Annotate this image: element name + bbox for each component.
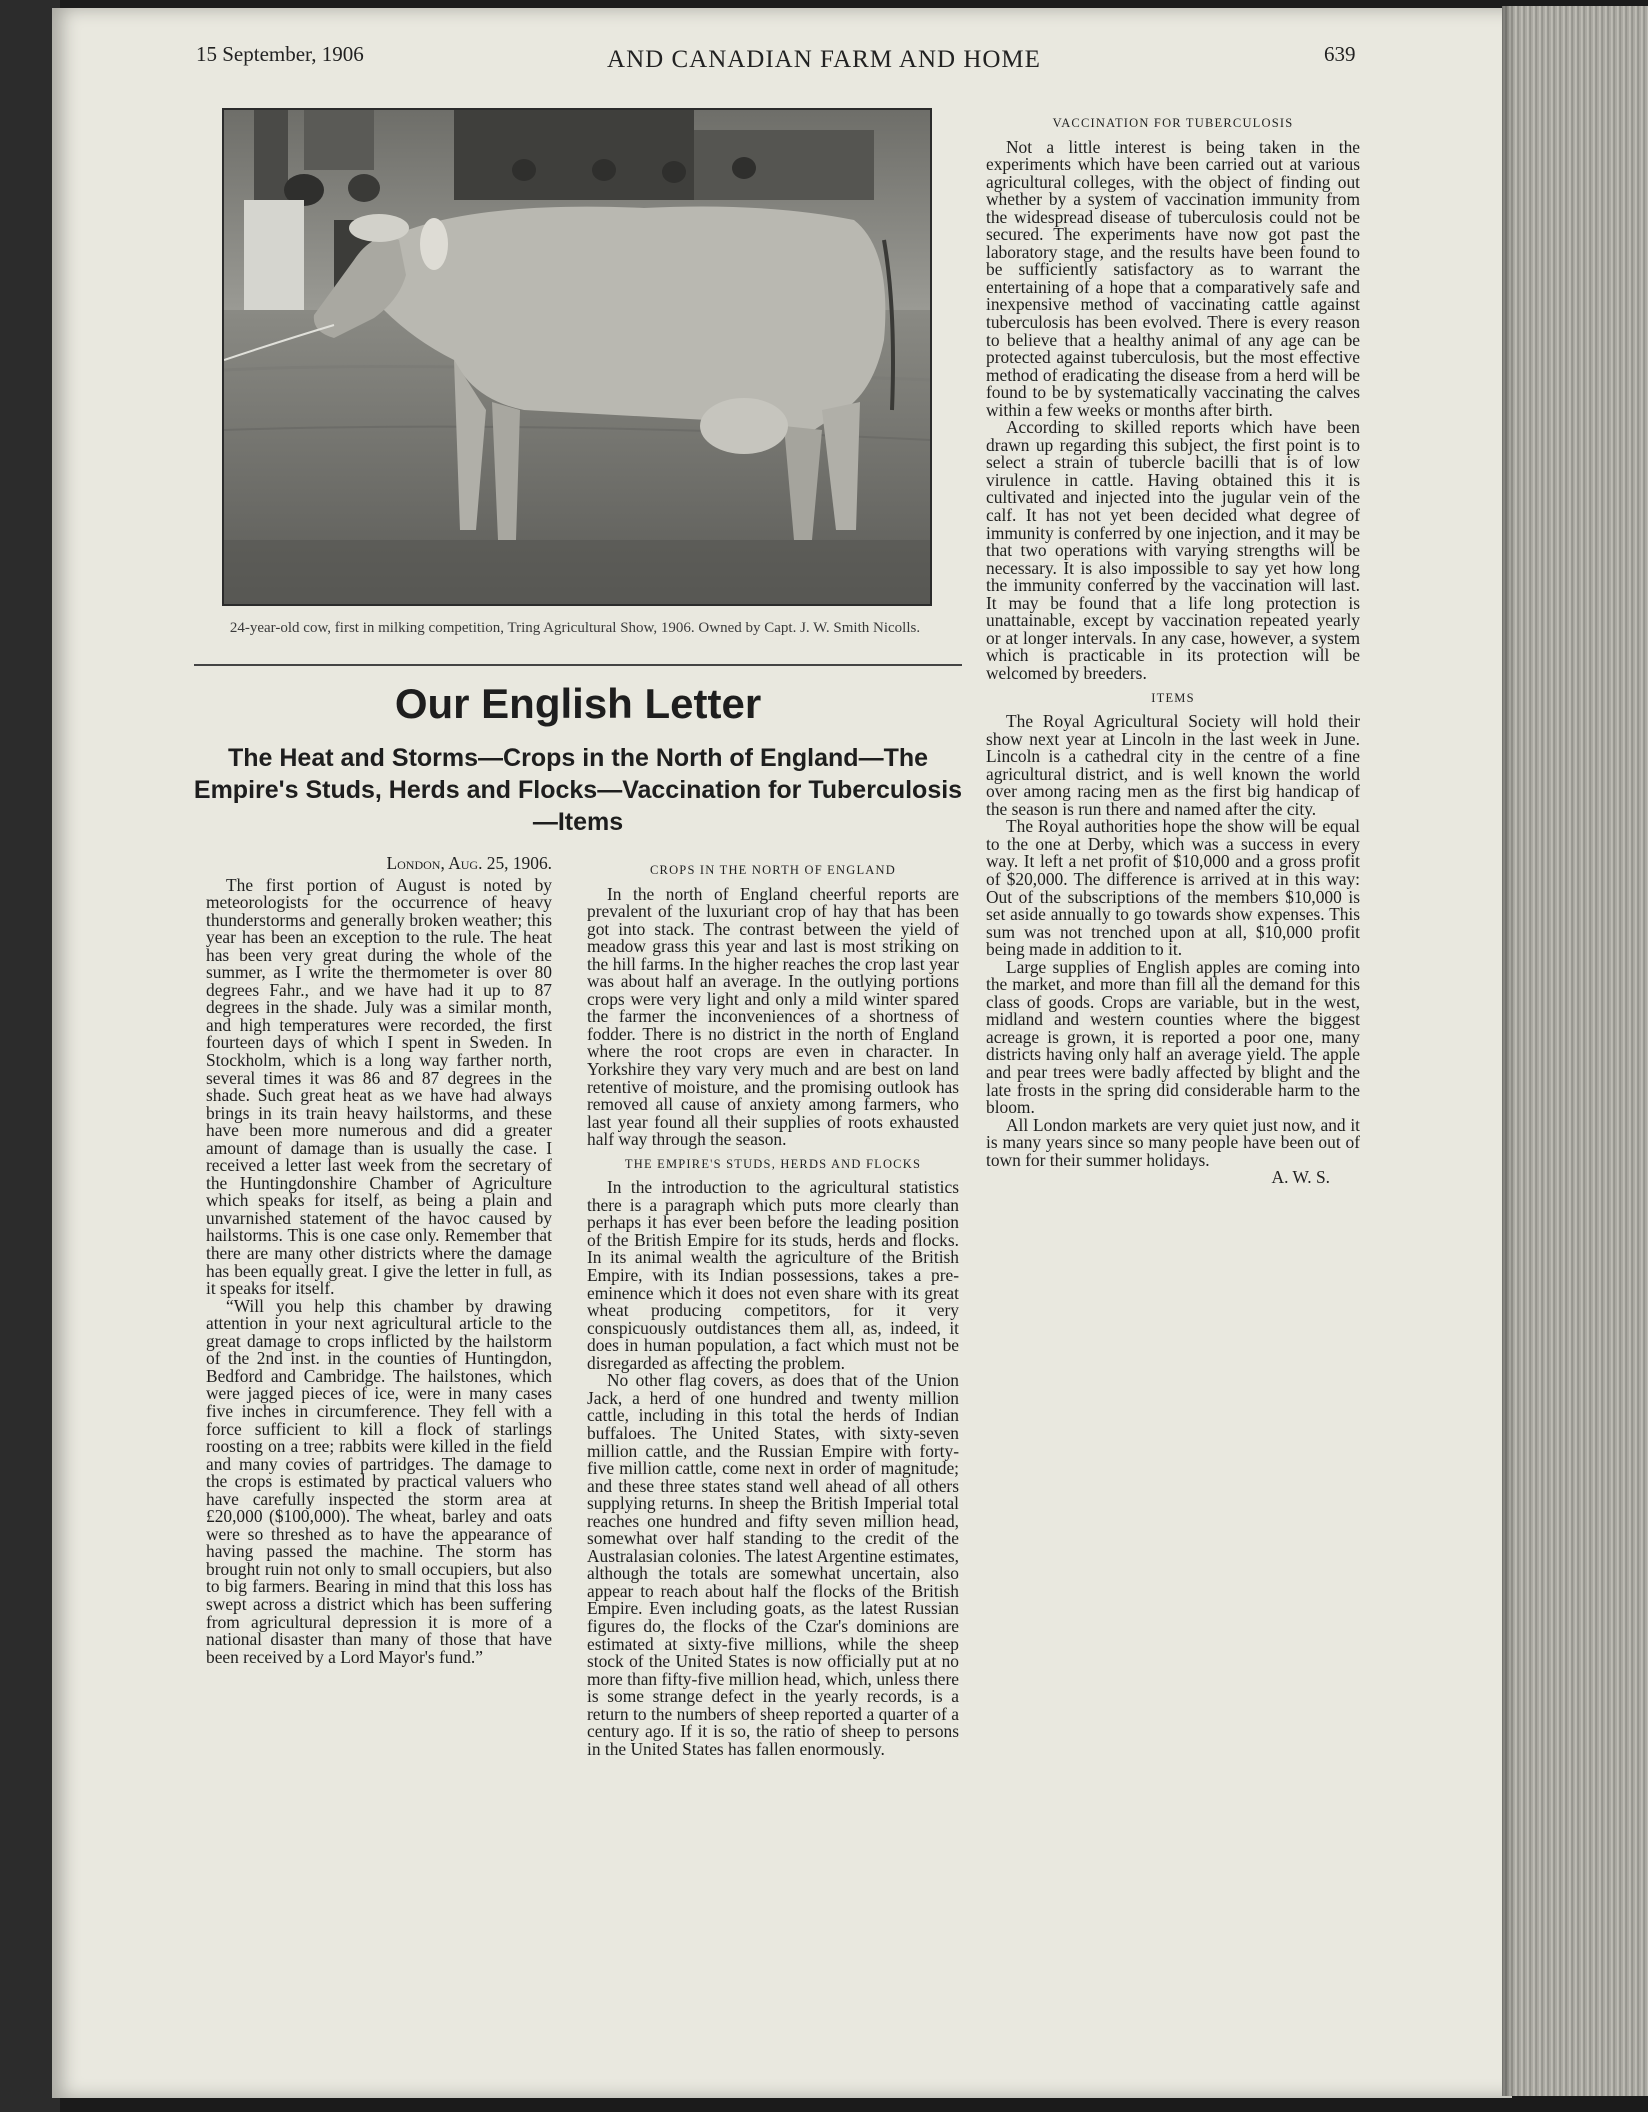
body-paragraph: The Royal Agricultural Society will hold their show next year at Lincoln in the last week in June. Lincoln is a cathedral city in the centre of a fine agricultural district, and is well known the world over among racing men as the first big handicap of the season is run there and named after the city. (986, 711, 1360, 819)
headline-rule (194, 664, 962, 666)
article-deck: The Heat and Storms—Crops in the North of England—The Empire's Studs, Herds and Flocks—Vaccination for Tuberculosis—Items (193, 744, 963, 836)
publication-title: AND CANADIAN FARM AND HOME (607, 46, 1041, 73)
article-dateline: London, Aug. 25, 1906. (386, 855, 552, 873)
text-column-2 (587, 855, 959, 2020)
section-heading-items: ITEMS (1151, 690, 1195, 705)
page-number: 639 (1324, 42, 1356, 66)
author-signature: A. W. S. (1271, 1167, 1330, 1188)
section-heading-empire: THE EMPIRE'S STUDS, HERDS AND FLOCKS (624, 1156, 922, 1171)
body-paragraph: According to skilled reports which have been drawn up regarding this subject, the first point is to select a strain of tubercle bacilli that is of low virulence in cattle. Having obtained this it is cultivated and injected into the jugular vein of the calf. It has not yet been decided what degree of immunity is conferred by one injection, and it may be that two operations with varying strengths will be necessary. It is also impossible to say yet how long the immunity conferred by the vaccination will last. It may be found that a life long protection is unattainable, except by vaccination repeated yearly or at longer intervals. In any case, however, a system which is practicable in its protection will be welcomed by breeders. (986, 417, 1360, 683)
body-paragraph: In the north of England cheerful reports are prevalent of the luxuriant crop of hay that has been got into stack. The contrast between the yield of meadow grass this year and last is most striking on the hill farms. In the higher reaches the crop last year was about half an average. In the outlying portions crops were very light and only a mild winter spared the farmer the inconveniences of a shortness of fodder. There is no district in the north of England where the root crops are even in character. In Yorkshire they vary very much and are best on land retentive of moisture, and the promising outlook has removed all cause of anxiety among farmers, who last year found all their supplies of roots exhausted half way through the season. (587, 883, 959, 1150)
section-heading-vaccination: VACCINATION FOR TUBERCULOSIS (1052, 116, 1294, 130)
page-edge-shadow (1502, 6, 1514, 2096)
photo-caption: 24-year-old cow, first in milking competition, Tring Agricultural Show, 1906. Owned by Capt. J. W. Smith Nicolls. (229, 620, 921, 636)
body-paragraph: “Will you help this chamber by drawing attention in your next agricultural article to the great damage to crops inflicted by the hailstorm of the 2nd inst. in the counties of Huntingdon, Bedford and Cambridge. The hailstones, which were jagged pieces of ice, were in many cases five inches in circumference. They fell with a force sufficient to kill a flock of starlings roosting on a tree; rabbits were killed in the field and many covies of partridges. The damage to the crops is estimated by practical valuers who have carefully inspected the storm area at £20,000 ($100,000). The wheat, barley and oats were so threshed as to have the appearance of having passed the machine. The storm has brought ruin not only to small occupiers, but also to big farmers. Bearing in mind that this loss has swept across a district which has been suffering from agricultural depression it is more of a national disaster than many of those that have been received by a Lord Mayor's fund.” (206, 1295, 552, 1667)
page-edges (1502, 6, 1648, 2096)
body-paragraph: Not a little interest is being taken in the experiments which have been carried out at various agricultural colleges, with the object of finding out whether by a system of vaccination immunity from the widespread disease of tuberculosis could not be secured. The experiments have now got past the laboratory stage, and the results have been found to be sufficiently satisfactory as to warrant the entertaining of a hope that a comparatively safe and inexpensive method of vaccinating cattle against tuberculosis has been evolved. There is every reason to believe that a healthy animal of any age can be protected against tuberculosis, but the most effective method of eradicating the disease from a herd will be found to be by systematically vaccinating the calves within a few weeks or months after birth. (986, 136, 1360, 420)
issue-date: 15 September, 1906 (196, 42, 364, 66)
body-paragraph: No other flag covers, as does that of the Union Jack, a herd of one hundred and twenty million cattle, including in this total the herds of Indian buffaloes. The United States, with sixty-seven million cattle, and the Russian Empire with forty-five million cattle, come next in order of magnitude; and these three states stand well ahead of all others supplying returns. In sheep the British Imperial total reaches one hundred and fifty seven million head, somewhat over half standing to the credit of the Australasian colonies. The latest Argentine estimates, although the totals are somewhat uncertain, also appear to reach about half the flocks of the British Empire. Even including goats, as the latest Russian figures do, the flocks of the Czar's dominions are estimated at sixty-five millions, while the sheep stock of the United States is now officially put at no more than fifty-five million head, which, unless there is some strange defect in the yearly records, is a return to the numbers of sheep reported a quarter of a century ago. If it is so, the ratio of sheep to persons in the United States has fallen enormously. (587, 1370, 959, 1759)
book-spine (0, 0, 60, 2112)
body-paragraph: All London markets are very quiet just now, and it is many years since so many people have been out of town for their summer holidays. (986, 1114, 1360, 1170)
cow-photograph (222, 108, 932, 606)
body-paragraph: Large supplies of English apples are coming into the market, and more than fill all the demand for this class of goods. Crops are variable, but in the west, midland and western counties where the biggest acreage is grown, it is reported a poor one, many districts having only half an average yield. The apple and pear trees were badly affected by blight and the late frosts in the spring did considerable harm to the bloom. (986, 956, 1360, 1118)
section-heading-north: CROPS IN THE NORTH OF ENGLAND (650, 863, 896, 877)
text-column-3 (986, 108, 1360, 2020)
body-paragraph: In the introduction to the agricultural statistics there is a paragraph which puts more clearly than perhaps it has ever been before the leading position of the British Empire for its studs, herds and flocks. In its animal wealth the agriculture of the British Empire, with its Indian possessions, takes a pre-eminence which it does not even share with its great wheat producing competitors, for it very conspicuously outdistances them all, as, indeed, it does in human population, a fact which must not be disregarded as affecting the problem. (587, 1177, 959, 1373)
article-headline: Our English Letter (394, 680, 762, 727)
body-paragraph: The Royal authorities hope the show will be equal to the one at Derby, which was a success in every way. It left a net profit of $10,000 and a gross profit of $20,000. The difference is arrived at in this way: Out of the subscriptions of the members $10,000 is set aside annually to go towards show expenses. This sum was not trenched upon at all, $10,000 profit being made in addition to it. (986, 816, 1360, 960)
text-column-1 (206, 855, 552, 2020)
cow-illustration (224, 110, 930, 604)
body-paragraph: The first portion of August is noted by meteorologists for the occurrence of heavy thunderstorms and generally broken weather; this year has been an exception to the rule. The heat has been very great during the whole of the summer, as I write the thermometer is over 80 degrees Fahr., and we have had it up to 87 degrees in the shade. July was a similar month, and high temperatures were recorded, the first fourteen days of which I spent in Sweden. In Stockholm, which is a long way farther north, several times it was 86 and 87 degrees in the shade. Such great heat as we have had always brings in its train heavy hailstorms, and these have been more numerous and did a greater amount of damage than is usually the case. I received a letter last week from the secretary of the Huntingdonshire Chamber of Agriculture which speaks for itself, as being a plain and unvarnished statement of the havoc caused by hailstorms. This is one case only. Remember that there are many other districts where the damage has been equally great. I give the letter in full, as it speaks for itself. (206, 874, 552, 1299)
